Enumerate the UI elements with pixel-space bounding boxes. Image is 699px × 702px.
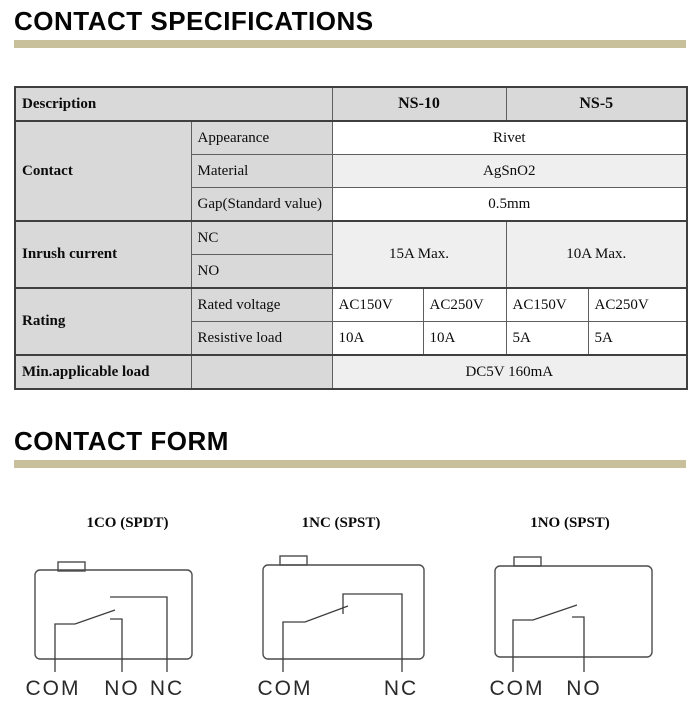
relay-schematic-1no: [480, 532, 660, 702]
cell-material-label: Material: [191, 155, 332, 188]
cell-contact-label: Contact: [15, 121, 191, 221]
com-lead-and-arm: [283, 606, 348, 672]
cell-rated-voltage-ns5-b: AC250V: [588, 288, 687, 322]
header-ns10: NS-10: [332, 87, 506, 121]
section-title-contact-form: CONTACT FORM: [14, 426, 229, 456]
com-lead-and-arm: [513, 605, 577, 672]
actuator-button: [280, 556, 307, 565]
relay-schematic-1nc: [255, 532, 427, 702]
terminal-label-no: NO: [104, 677, 140, 700]
nc-contact-lead: [343, 594, 402, 672]
header-description: Description: [15, 87, 332, 121]
cell-resistive-load-ns10-b: 10A: [423, 322, 506, 356]
cell-rated-voltage-ns5-a: AC150V: [506, 288, 588, 322]
nc-contact-lead: [110, 597, 167, 672]
cell-resistive-load-ns5-a: 5A: [506, 322, 588, 356]
terminal-label-nc: NC: [383, 677, 419, 700]
cell-min-load-value: DC5V 160mA: [332, 355, 687, 389]
cell-appearance-value: Rivet: [332, 121, 687, 155]
cell-min-load-empty: [191, 355, 332, 389]
no-contact-lead: [572, 617, 584, 672]
terminal-label-com: COM: [489, 677, 545, 700]
cell-gap-value: 0.5mm: [332, 188, 687, 222]
cell-resistive-load-label: Resistive load: [191, 322, 332, 356]
cell-inrush-ns10-value: 15A Max.: [332, 221, 506, 288]
actuator-button: [514, 557, 541, 566]
terminal-label-com: COM: [257, 677, 313, 700]
terminal-label-com: COM: [25, 677, 81, 700]
row-rated-voltage: [15, 288, 687, 322]
no-contact-lead: [110, 619, 122, 672]
terminal-label-nc: NC: [149, 677, 185, 700]
section-title-contact-specifications: CONTACT SPECIFICATIONS: [14, 6, 374, 36]
cell-resistive-load-ns5-b: 5A: [588, 322, 687, 356]
row-inrush-nc: [15, 221, 687, 255]
cell-appearance-label: Appearance: [191, 121, 332, 155]
accent-bar: [14, 40, 686, 48]
terminal-label-no: NO: [566, 677, 602, 700]
diagram-title: 1NC (SPST): [301, 515, 381, 531]
diagram-title: 1CO (SPDT): [86, 515, 169, 531]
cell-resistive-load-ns10-a: 10A: [332, 322, 423, 356]
cell-rated-voltage-label: Rated voltage: [191, 288, 332, 322]
cell-min-load-label: Min.applicable load: [15, 355, 191, 389]
row-appearance: [15, 121, 687, 155]
cell-rating-label: Rating: [15, 288, 191, 355]
com-lead-and-arm: [55, 610, 115, 672]
cell-inrush-label: Inrush current: [15, 221, 191, 288]
relay-body: [35, 570, 192, 659]
contact-specifications-table: [14, 86, 688, 390]
cell-nc-label: NC: [191, 221, 332, 255]
table-header-row: [15, 87, 687, 121]
cell-gap-label: Gap(Standard value): [191, 188, 332, 222]
cell-material-value: AgSnO2: [332, 155, 687, 188]
cell-inrush-ns5-value: 10A Max.: [506, 221, 687, 288]
header-ns5: NS-5: [506, 87, 687, 121]
cell-no-label: NO: [191, 255, 332, 289]
relay-schematic-1co: [20, 532, 235, 702]
row-min-applicable-load: [15, 355, 687, 389]
accent-bar-2: [14, 460, 686, 468]
cell-rated-voltage-ns10-b: AC250V: [423, 288, 506, 322]
diagram-title: 1NO (SPST): [530, 515, 610, 531]
relay-body: [495, 566, 652, 657]
cell-rated-voltage-ns10-a: AC150V: [332, 288, 423, 322]
